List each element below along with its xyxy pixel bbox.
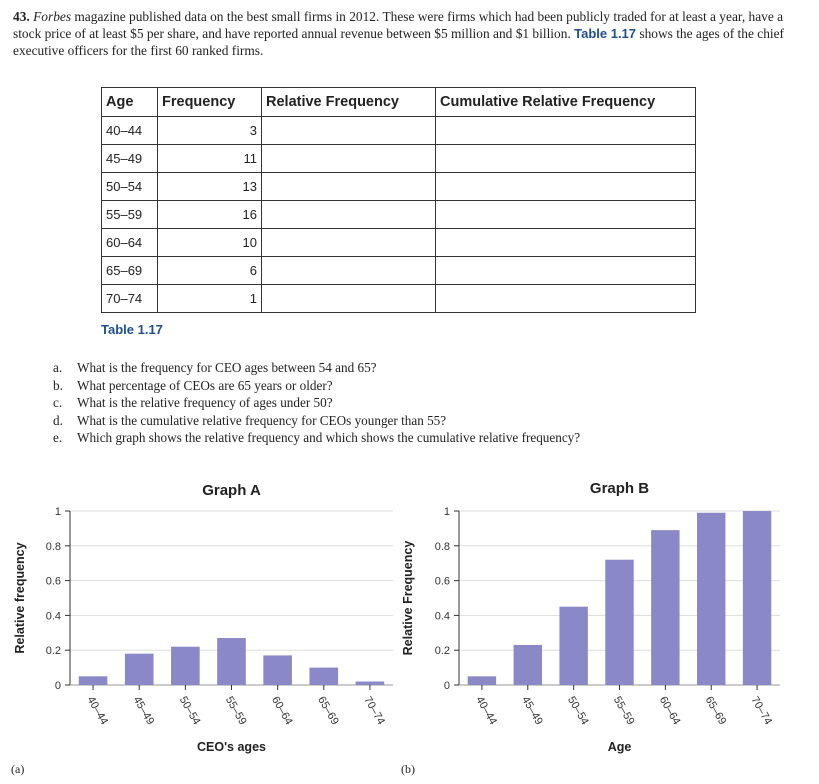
graph-a-bar <box>171 647 200 685</box>
age-cell: 50–54 <box>102 173 158 201</box>
graph-a-bar <box>217 638 246 685</box>
question-letter: a. <box>53 360 63 375</box>
frequency-cell: 11 <box>158 145 262 173</box>
relative-frequency-cell <box>262 145 436 173</box>
age-cell: 65–69 <box>102 257 158 285</box>
cumulative-frequency-cell <box>436 285 696 313</box>
graph-b-x-tick-label: 65–69 <box>702 694 729 727</box>
relative-frequency-cell <box>262 257 436 285</box>
graph-a-bar <box>309 668 338 685</box>
cumulative-frequency-cell <box>436 145 696 173</box>
question-letter: d. <box>53 412 63 428</box>
relative-frequency-cell <box>262 173 436 201</box>
graph-a-x-tick-label: 70–74 <box>361 694 388 727</box>
frequency-cell: 13 <box>158 173 262 201</box>
cumulative-frequency-cell <box>436 229 696 257</box>
question-letter: e. <box>53 430 63 445</box>
cumulative-frequency-cell <box>436 201 696 229</box>
graph-b-x-tick-label: 40–44 <box>473 694 500 727</box>
graph-b-y-tick-label: 1 <box>443 506 450 518</box>
question-text: What is the frequency for CEO ages between 54 and 65? <box>77 360 377 375</box>
question-item <box>53 429 580 447</box>
problem-text-1: magazine published data on the best small firms in 2012. These were firms which had been publicly traded for at least a year, have a stock price of at least $5 per share, and have reported annual revenue between $5 million and $1 billion. <box>13 9 784 41</box>
graph-a-x-tick-label: 45–49 <box>130 694 157 727</box>
age-cell: 45–49 <box>102 145 158 173</box>
question-text: Which graph shows the relative frequency and which shows the cumulative relative frequency? <box>77 430 581 445</box>
problem-statement <box>13 8 803 59</box>
table-row <box>102 257 696 285</box>
graph-b-x-tick-label: 45–49 <box>519 694 545 727</box>
age-cell: 40–44 <box>102 117 158 145</box>
graph-b-y-tick-label: 0.6 <box>434 575 450 588</box>
question-item <box>53 394 580 412</box>
table-header-row <box>102 88 696 117</box>
age-cell: 55–59 <box>102 201 158 229</box>
graph-a-y-tick-label: 1 <box>54 506 61 518</box>
frequency-cell: 10 <box>158 229 262 257</box>
question-item <box>53 359 580 377</box>
graph-a-bar <box>125 654 154 685</box>
cumulative-frequency-cell <box>436 173 696 201</box>
relative-frequency-cell <box>262 201 436 229</box>
frequency-cell: 16 <box>158 201 262 229</box>
graph-a-y-tick-label: 0 <box>54 680 61 692</box>
graph-a-x-tick-label: 60–64 <box>269 694 295 727</box>
question-list <box>53 359 580 447</box>
table-row <box>102 145 696 173</box>
question-item <box>53 412 580 430</box>
graph-a-x-axis-label: CEO's ages <box>197 740 266 754</box>
graph-a-bar <box>79 676 108 685</box>
graph-a-x-tick-label: 65–69 <box>315 694 341 727</box>
table-row <box>102 117 696 145</box>
age-cell: 70–74 <box>102 285 158 313</box>
graph-a-y-tick-label: 0.4 <box>45 610 61 623</box>
graph-b-y-tick-label: 0.2 <box>434 645 450 658</box>
panel-label-b: (b) <box>401 762 415 776</box>
graph-b-x-tick-label: 55–59 <box>610 694 637 727</box>
graph-a-x-tick-label: 50–54 <box>176 694 203 727</box>
question-text: What is the relative frequency of ages under 50? <box>77 395 333 410</box>
graph-a-title: Graph A <box>202 482 261 499</box>
graph-b-y-tick-label: 0 <box>443 680 450 692</box>
relative-frequency-cell <box>262 117 436 145</box>
graph-b-x-tick-label: 50–54 <box>565 694 591 727</box>
graph-b-y-tick-label: 0.4 <box>434 610 450 623</box>
cumulative-frequency-cell <box>436 257 696 285</box>
graph-b-bar <box>559 607 587 685</box>
table-reference-link[interactable]: Table 1.17 <box>574 26 637 41</box>
frequency-table <box>101 87 696 313</box>
graph-b-bar <box>605 560 633 685</box>
problem-text-2: shows the ages of the chief executive officers for the first 60 ranked firms. <box>13 26 785 58</box>
graph-b-x-tick-label: 70–74 <box>748 694 775 727</box>
header-cumulative-relative-frequency: Cumulative Relative Frequency <box>436 88 696 117</box>
relative-frequency-cell <box>262 285 436 313</box>
question-letter: c. <box>53 395 63 410</box>
table-row <box>102 229 696 257</box>
question-text: What is the cumulative relative frequency for CEOs younger than 55? <box>77 412 447 428</box>
header-frequency: Frequency <box>158 88 262 117</box>
graph-a-x-tick-label: 55–59 <box>222 694 249 727</box>
graph-b-y-tick-label: 0.8 <box>434 540 450 553</box>
graph-a-y-axis-label: Relative frequency <box>13 542 27 654</box>
graph-b-bar <box>514 645 542 685</box>
graph-a-y-tick-label: 0.6 <box>45 575 61 588</box>
graph-a-x-tick-label: 40–44 <box>84 694 111 727</box>
age-cell: 60–64 <box>102 229 158 257</box>
graph-b-x-tick-label: 60–64 <box>656 694 683 727</box>
panel-label-a: (a) <box>11 762 25 776</box>
graph-b-bar <box>651 530 679 685</box>
graph-b-y-axis-label: Relative Frequency <box>401 540 415 656</box>
question-letter: b. <box>53 377 63 393</box>
graph-b-bar <box>468 676 496 685</box>
graph-b-x-axis-label: Age <box>607 740 632 754</box>
table-row <box>102 285 696 313</box>
relative-frequency-cell <box>262 229 436 257</box>
graph-a-bar <box>263 655 292 685</box>
graph-a-y-tick-label: 0.2 <box>45 645 61 658</box>
cumulative-frequency-cell <box>436 117 696 145</box>
table-row <box>102 201 696 229</box>
graph-b-title: Graph B <box>589 480 650 497</box>
question-text: What percentage of CEOs are 65 years or older? <box>77 377 333 393</box>
graph-a-y-tick-label: 0.8 <box>45 540 61 553</box>
problem-number: 43. <box>13 9 30 24</box>
header-age: Age <box>102 88 158 117</box>
publication-name: Forbes <box>33 9 72 24</box>
table-caption: Table 1.17 <box>101 322 163 337</box>
graph-a-bar <box>356 682 385 685</box>
table-row <box>102 173 696 201</box>
frequency-cell: 1 <box>158 285 262 313</box>
header-relative-frequency: Relative Frequency <box>262 88 436 117</box>
graph-b-bar <box>743 511 771 685</box>
graph-b-bar <box>697 513 725 685</box>
frequency-cell: 3 <box>158 117 262 145</box>
question-item <box>53 377 580 395</box>
frequency-cell: 6 <box>158 257 262 285</box>
